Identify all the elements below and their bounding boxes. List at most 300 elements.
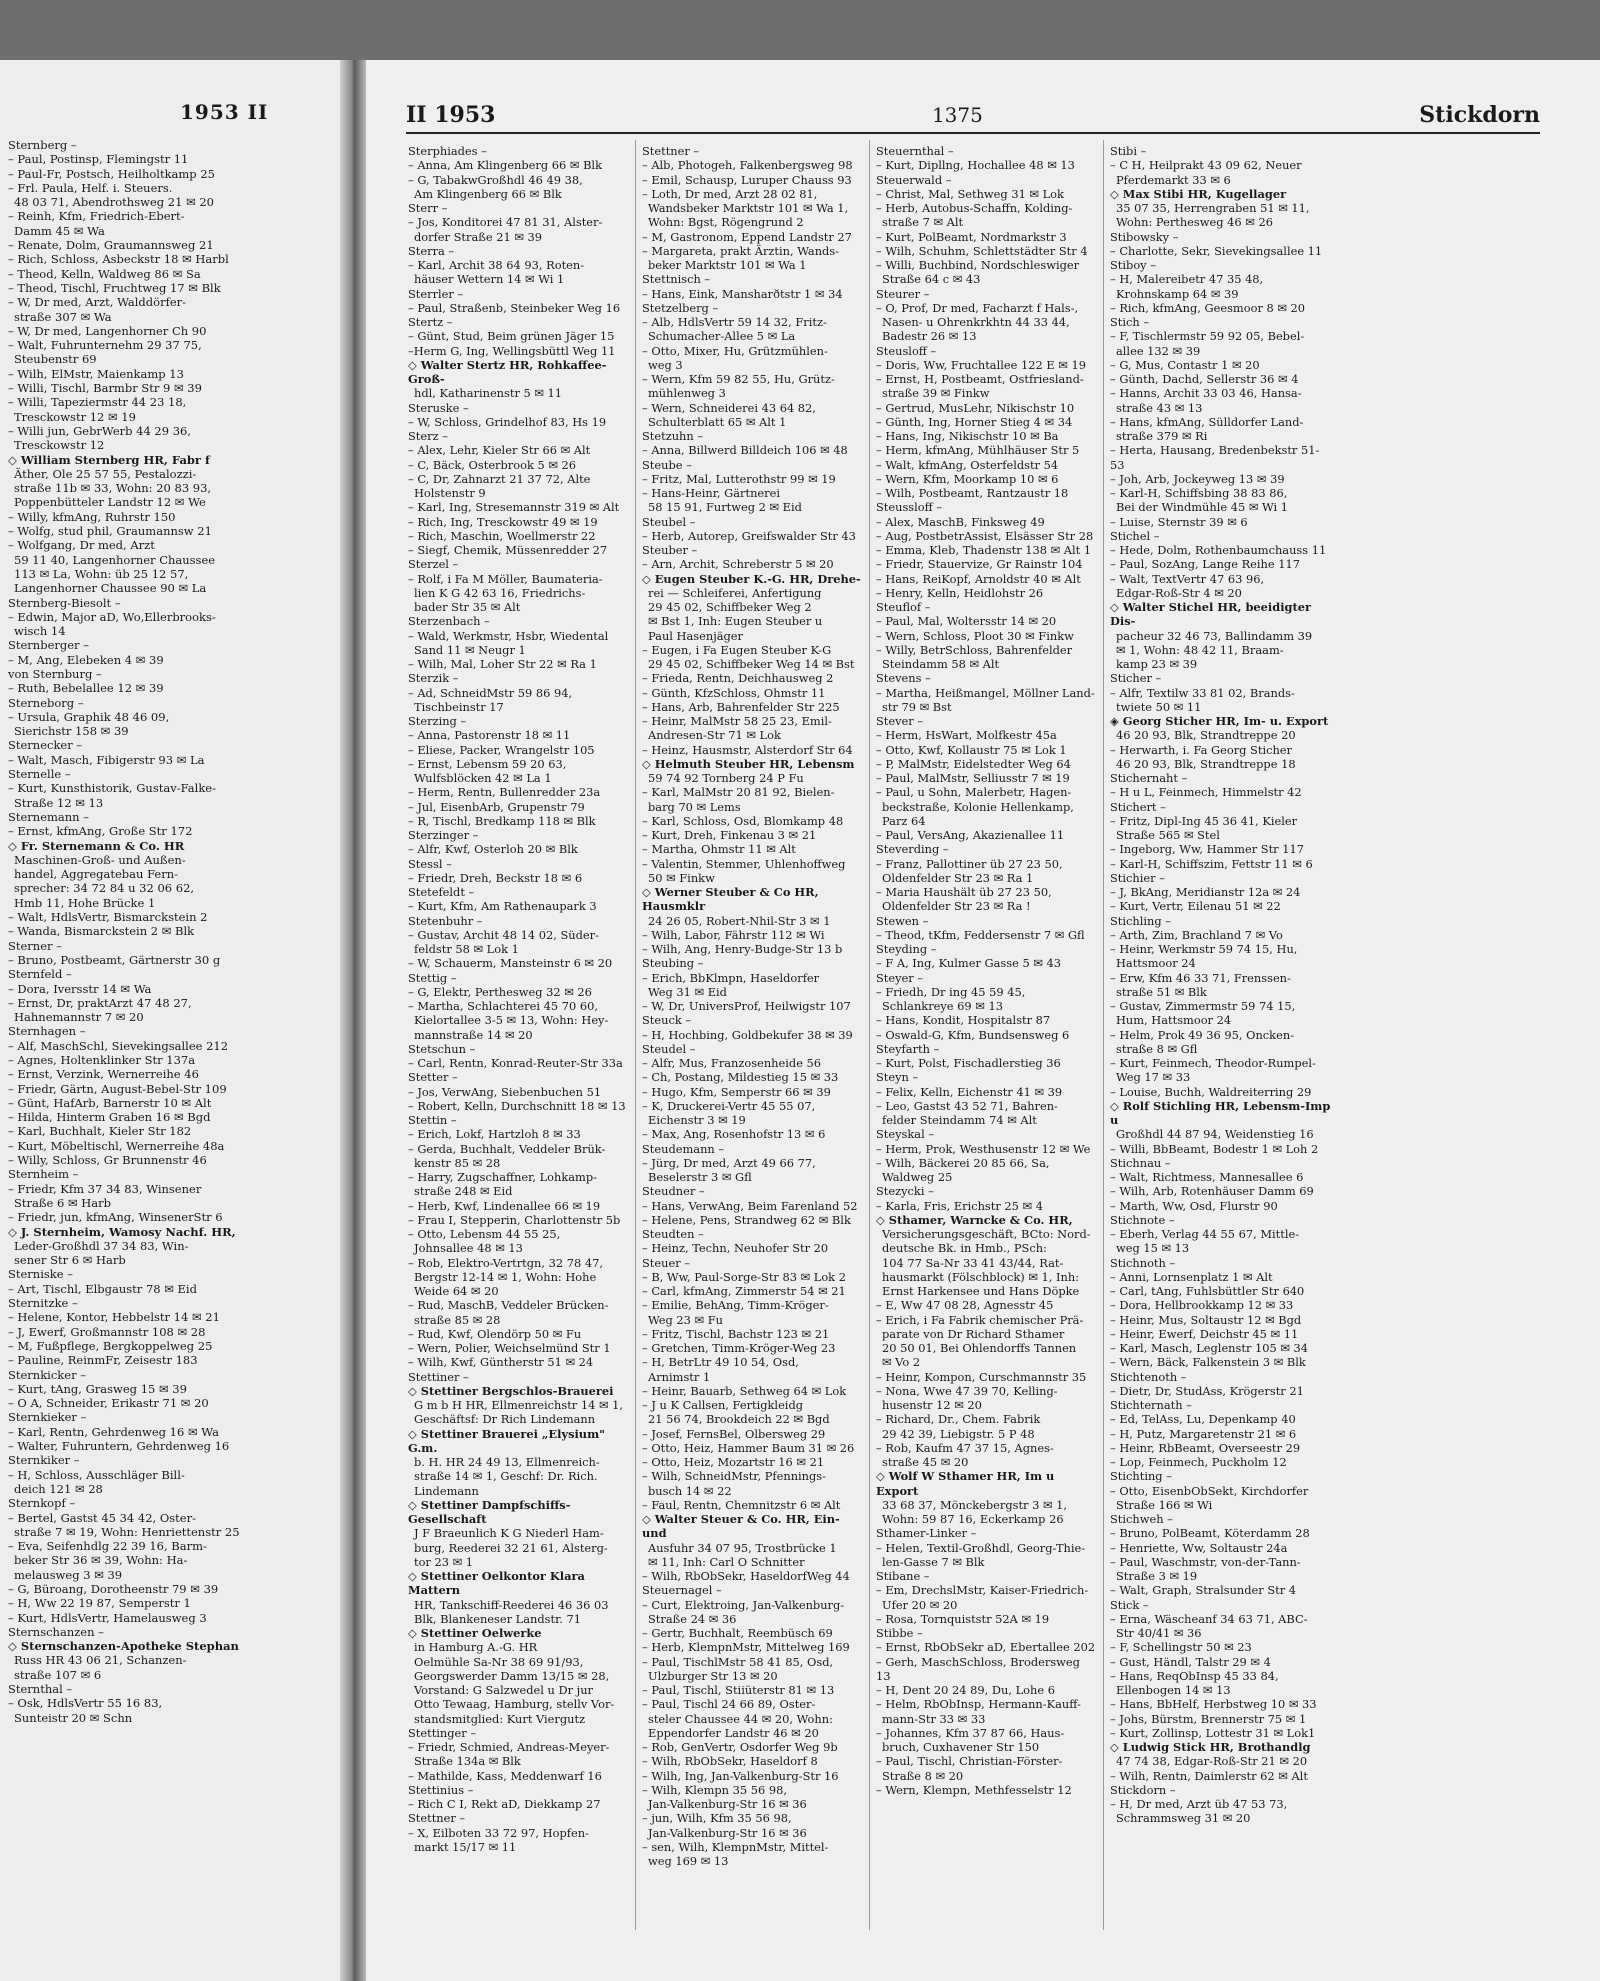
directory-entry: – Emma, Kleb, Thadenstr 138 ✉ Alt 1 — [876, 543, 1092, 557]
surname-heading: Steverding – — [876, 842, 949, 857]
directory-entry: – Friedr, Dreh, Beckstr 18 ✉ 6 — [408, 870, 583, 885]
entry-continuation: Straße 166 ✉ Wi — [1116, 1497, 1213, 1512]
directory-entry: – Ch, Postang, Mildestieg 15 ✉ 33 — [642, 1070, 839, 1085]
entry-continuation: straße 39 ✉ Finkw — [882, 386, 990, 401]
left-page-header: 1953 II — [180, 100, 269, 124]
directory-entry: – Alfr, Kwf, Osterloh 20 ✉ Blk — [408, 842, 578, 857]
directory-entry: – Hans, Kondit, Hospitalstr 87 — [876, 1013, 1051, 1028]
directory-entry: – H, Schloss, Ausschläger Bill- — [8, 1467, 185, 1482]
entry-continuation: straße 14 ✉ 1, Geschf: Dr. Rich. — [414, 1469, 598, 1484]
directory-entry: – Pauline, ReinmFr, Zeisestr 183 — [8, 1353, 198, 1368]
directory-entry: – Helen, Textil-Großhdl, Georg-Thie- — [876, 1540, 1086, 1555]
entry-continuation: Holstenstr 9 — [414, 486, 486, 500]
entry-continuation: barg 70 ✉ Lems — [648, 799, 741, 814]
directory-entry: – Walt, kfmAng, Osterfeldstr 54 — [876, 457, 1059, 472]
entry-continuation: straße 85 ✉ 28 — [414, 1312, 501, 1327]
surname-heading: Stettnisch – — [642, 272, 711, 287]
directory-entry: – Walt, HdlsVertr, Bismarckstein 2 — [8, 910, 208, 925]
directory-entry: – Herb, Kwf, Lindenallee 66 ✉ 19 — [408, 1198, 601, 1213]
directory-entry: – E, Ww 47 08 28, Agnesstr 45 — [876, 1298, 1054, 1313]
running-head-year: II 1953 — [406, 102, 496, 128]
surname-heading: Stetenbuhr – — [408, 913, 483, 928]
firm-entry: ◇ J. Sternheim, Wamosy Nachf. HR, — [8, 1224, 236, 1239]
directory-entry: – Johs, Bürstm, Brennerstr 75 ✉ 1 — [1110, 1711, 1307, 1726]
surname-heading: Sternberger – — [8, 638, 89, 653]
firm-entry: ◇ Stettiner Brauerei „Elysium" G.m. — [408, 1426, 606, 1455]
directory-entry: – Erw, Kfm 46 33 71, Frenssen- — [1110, 970, 1291, 985]
directory-entry: – Otto, Heiz, Hammer Baum 31 ✉ 26 — [642, 1440, 855, 1455]
surname-heading: Stickdorn – — [1110, 1782, 1176, 1797]
surname-heading: Sternemann – — [8, 809, 89, 824]
entry-continuation: 21 56 74, Brookdeich 22 ✉ Bgd — [648, 1412, 830, 1427]
firm-entry: ◇ Stettiner Oelwerke — [408, 1626, 542, 1640]
entry-continuation: str 79 ✉ Bst — [882, 699, 952, 714]
directory-entry: – Henriette, Ww, Soltaustr 24a — [1110, 1540, 1288, 1555]
entry-continuation: kenstr 85 ✉ 28 — [414, 1155, 501, 1170]
directory-entry: – Ernst, Dr, praktArzt 47 48 27, — [8, 995, 192, 1010]
directory-entry: – Martha, Schlachterei 45 70 60, — [408, 999, 598, 1013]
directory-entry: – Kurt, Kfm, Am Rathenaupark 3 — [408, 899, 597, 914]
entry-continuation: Am Klingenberg 66 ✉ Blk — [414, 186, 562, 201]
directory-entry: – Doris, Ww, Fruchtallee 122 E ✉ 19 — [876, 357, 1086, 372]
directory-entry: – Herwarth, i. Fa Georg Sticher — [1110, 742, 1292, 757]
directory-entry: – Bruno, PolBeamt, Köterdamm 28 — [1110, 1526, 1310, 1541]
entry-continuation: Edgar-Roß-Str 4 ✉ 20 — [1116, 585, 1242, 600]
entry-continuation: Straße 24 ✉ 36 — [648, 1611, 737, 1626]
entry-continuation: J F Braeunlich K G Niederl Ham- — [414, 1526, 604, 1541]
directory-entry: – M, Ang, Elebeken 4 ✉ 39 — [8, 652, 164, 667]
directory-entry: – X, Eilboten 33 72 97, Hopfen- — [408, 1825, 589, 1840]
directory-entry: – Gustav, Zimmermstr 59 74 15, — [1110, 999, 1296, 1013]
book-gutter — [340, 60, 366, 1981]
surname-heading: Stettiner – — [408, 1369, 469, 1384]
directory-entry: – Paul, VersAng, Akazienallee 11 — [876, 828, 1065, 842]
firm-entry: ◇ Stettiner Oelkontor Klara Mattern — [408, 1569, 585, 1598]
directory-entry: – Alb, HdlsVertr 59 14 32, Fritz- — [642, 315, 827, 329]
surname-heading: Steyn – — [876, 1070, 919, 1085]
entry-continuation: G m b H HR, Ellmenreichstr 14 ✉ 1, — [414, 1398, 624, 1412]
directory-entry: – Joh, Arb, Jockeyweg 13 ✉ 39 — [1110, 471, 1285, 486]
directory-entry: – Jos, VerwAng, Siebenbuchen 51 — [408, 1084, 602, 1099]
entry-continuation: weg 15 ✉ 13 — [1116, 1241, 1190, 1256]
directory-entry: – Mathilde, Kass, Meddenwarf 16 — [408, 1768, 602, 1783]
surname-heading: Steudemann – — [642, 1141, 725, 1156]
directory-entry: – Hans, Ing, Nikischstr 10 ✉ Ba — [876, 429, 1059, 443]
surname-heading: Stichert – — [1110, 799, 1166, 814]
surname-heading: Steuernthal – — [876, 144, 954, 158]
surname-heading: Sternkieker – — [8, 1410, 87, 1425]
firm-entry: ◈ Georg Sticher HR, Im- u. Export — [1110, 714, 1329, 728]
surname-heading: Stibi – — [1110, 144, 1147, 158]
directory-entry: – Friedr, Gärtn, August-Bebel-Str 109 — [8, 1081, 227, 1096]
directory-entry: – Eugen, i Fa Eugen Steuber K-G — [642, 642, 832, 657]
directory-entry: – Wilh, Bäckerei 20 85 66, Sa, — [876, 1155, 1050, 1170]
directory-entry: – Kurt, Dreh, Finkenau 3 ✉ 21 — [642, 828, 817, 842]
directory-entry: – Eberh, Verlag 44 55 67, Mittle- — [1110, 1227, 1300, 1241]
surname-heading: Stezycki – — [876, 1184, 934, 1199]
directory-entry: – R, Tischl, Bredkamp 118 ✉ Blk — [408, 813, 596, 828]
directory-entry: – Hans, Eink, Mansharðtstr 1 ✉ 34 — [642, 286, 843, 301]
directory-entry: – Gerda, Buchhalt, Veddeler Brük- — [408, 1141, 606, 1156]
entry-continuation: handel, Aggregatebau Fern- — [14, 867, 179, 882]
entry-continuation: HR, Tankschiff-Reederei 46 36 03 — [414, 1597, 609, 1612]
directory-entry: – Walter, Fuhruntern, Gehrdenweg 16 — [8, 1439, 230, 1454]
surname-heading: Steuber – — [642, 543, 698, 557]
directory-entry: – Osk, HdlsVertr 55 16 83, — [8, 1696, 163, 1711]
entry-continuation: Wulfsblöcken 42 ✉ La 1 — [414, 771, 552, 785]
directory-entry: – Ernst, kfmAng, Große Str 172 — [8, 824, 193, 839]
surname-heading: Stichternath – — [1110, 1398, 1192, 1412]
entry-continuation: sprecher: 34 72 84 u 32 06 62, — [14, 881, 195, 896]
entry-continuation: Ernst Harkensee und Hans Döpke — [882, 1284, 1080, 1298]
entry-continuation: Tresckowstr 12 — [14, 438, 105, 453]
entry-continuation: beker Str 36 ✉ 39, Wohn: Ha- — [14, 1553, 188, 1568]
directory-entry: – Kurt, tAng, Grasweg 15 ✉ 39 — [8, 1381, 187, 1396]
directory-entry: – Fritz, Mal, Lutterothstr 99 ✉ 19 — [642, 471, 836, 486]
entry-continuation: Damm 45 ✉ Wa — [14, 223, 105, 238]
directory-entry: – M, Fußpflege, Bergkoppelweg 25 — [8, 1338, 213, 1353]
entry-continuation: häuser Wettern 14 ✉ Wi 1 — [414, 272, 565, 287]
firm-entry: ◇ Sthamer, Warncke & Co. HR, — [876, 1212, 1073, 1227]
entry-continuation: Straße 8 ✉ 20 — [882, 1768, 964, 1783]
directory-entry: – Alfr, Textilw 33 81 02, Brands- — [1110, 685, 1295, 700]
directory-entry: – Heinr, Werkmstr 59 74 15, Hu, — [1110, 942, 1298, 956]
entry-continuation: ✉ Vo 2 — [882, 1355, 921, 1370]
entry-continuation: straße 43 ✉ 13 — [1116, 400, 1203, 415]
entry-continuation: Lindemann — [414, 1483, 479, 1498]
directory-entry: – Ernst, H, Postbeamt, Ostfriesland- — [876, 372, 1084, 386]
directory-entry: – Martha, Heißmangel, Möllner Land- — [876, 685, 1095, 700]
entry-continuation: ✉ 11, Inh: Carl O Schnitter — [648, 1554, 805, 1569]
directory-entry: – Anna, Am Klingenberg 66 ✉ Blk — [408, 158, 602, 173]
surname-heading: Stichnau – — [1110, 1155, 1171, 1170]
directory-entry: – Bruno, Postbeamt, Gärtnerstr 30 g — [8, 952, 221, 967]
directory-entry: – Walt, Richtmess, Mannesallee 6 — [1110, 1170, 1304, 1184]
directory-entry: – Hilda, Hinterm Graben 16 ✉ Bgd — [8, 1110, 211, 1125]
directory-entry: – Gust, Händl, Talstr 29 ✉ 4 — [1110, 1654, 1271, 1669]
surname-heading: Stetzuhn – — [642, 429, 704, 443]
surname-heading: Sterzel – — [408, 557, 459, 572]
directory-page — [366, 60, 1600, 1981]
directory-entry: – Paul, MalMstr, Selliusstr 7 ✉ 19 — [876, 771, 1070, 785]
surname-heading: Sterzik – — [408, 671, 459, 686]
directory-entry: – Art, Tischl, Elbgaustr 78 ✉ Eid — [8, 1281, 197, 1296]
directory-entry: – Wern, Bäck, Falkenstein 3 ✉ Blk — [1110, 1355, 1306, 1370]
directory-entry: – Anna, Pastorenstr 18 ✉ 11 — [408, 728, 571, 743]
directory-entry: – Willi jun, GebrWerb 44 29 36, — [8, 423, 192, 438]
directory-entry: – Gustav, Archit 48 14 02, Süder- — [408, 927, 599, 942]
directory-entry: – G, TabakwGroßhdl 46 49 38, — [408, 172, 583, 187]
surname-heading: Stichtenoth – — [1110, 1369, 1187, 1384]
entry-continuation: b. H. HR 24 49 13, Ellmenreich- — [414, 1455, 600, 1469]
directory-entry: – Hans, ReiKopf, Arnoldstr 40 ✉ Alt — [876, 571, 1081, 586]
directory-entry: – Renate, Dolm, Graumannsweg 21 — [8, 238, 214, 253]
directory-entry: – Agnes, Holtenklinker Str 137a — [8, 1053, 196, 1067]
directory-entry: – Paul-Fr, Postsch, Heilholtkamp 25 — [8, 166, 215, 181]
directory-entry: – Erna, Wäscheanf 34 63 71, ABC- — [1110, 1611, 1308, 1626]
directory-entry: – Paul, Waschmstr, von-der-Tann- — [1110, 1554, 1301, 1569]
directory-entry: – Paul, SozAng, Lange Reihe 117 — [1110, 557, 1300, 572]
directory-entry: – Loth, Dr med, Arzt 28 02 81, — [642, 186, 818, 201]
directory-entry: – Gretchen, Timm-Kröger-Weg 23 — [642, 1341, 836, 1355]
surname-heading: Stichting – — [1110, 1469, 1172, 1484]
firm-entry: ◇ Stettiner Dampfschiffs-Gesellschaft — [408, 1497, 571, 1526]
directory-entry: – Herb, Autobus-Schaffn, Kolding- — [876, 201, 1073, 215]
directory-entry: – Wern, Klempn, Methfesselstr 12 — [876, 1782, 1072, 1797]
directory-entry: – W, Schauerm, Mansteinstr 6 ✉ 20 — [408, 956, 613, 971]
directory-entry: – Otto, Lebensm 44 55 25, — [408, 1227, 561, 1241]
entry-continuation: standsmitglied: Kurt Viergutz — [414, 1711, 586, 1726]
directory-entry: – Kurt, Möbeltischl, Wernerreihe 48a — [8, 1138, 225, 1153]
entry-continuation: in Hamburg A.-G. HR — [414, 1640, 538, 1655]
directory-entry: – Rob, Kaufm 47 37 15, Agnes- — [876, 1440, 1054, 1455]
surname-heading: Stiboy – — [1110, 258, 1156, 272]
directory-entry: – Hans, ReqObInsp 45 33 84, — [1110, 1668, 1279, 1683]
directory-entry: – Günth, Ing, Horner Stieg 4 ✉ 34 — [876, 414, 1073, 429]
directory-entry: – Luise, Sternstr 39 ✉ 6 — [1110, 514, 1248, 529]
surname-heading: Sterrler – — [408, 286, 464, 301]
firm-entry: ◇ Sternschanzen-Apotheke Stephan — [8, 1639, 239, 1654]
surname-heading: Steuernagel – — [642, 1583, 722, 1598]
directory-entry: – Arth, Zim, Brachland 7 ✉ Vo — [1110, 927, 1283, 942]
entry-continuation: 47 74 38, Edgar-Roß-Str 21 ✉ 20 — [1116, 1754, 1308, 1769]
directory-entry: – Hanns, Archit 33 03 46, Hansa- — [1110, 386, 1302, 401]
firm-entry: ◇ Wolf W Sthamer HR, Im u Export — [876, 1469, 1055, 1498]
entry-continuation: 46 20 93, Blk, Strandtreppe 18 — [1116, 756, 1296, 771]
directory-entry: – Margareta, prakt Ärztin, Wands- — [642, 243, 840, 258]
directory-entry: – F, Schellingstr 50 ✉ 23 — [1110, 1640, 1252, 1655]
entry-continuation: Äther, Ole 25 57 55, Pestalozzi- — [14, 466, 197, 481]
surname-heading: Sticher – — [1110, 671, 1162, 686]
surname-heading: Sternberg – — [8, 138, 77, 152]
surname-heading: Stichweh – — [1110, 1512, 1173, 1526]
entry-continuation: Poppenbütteler Landstr 12 ✉ We — [14, 495, 206, 510]
directory-entry: – Kurt, Vertr, Eilenau 51 ✉ 22 — [1110, 899, 1281, 914]
entry-continuation: Langenhorner Chaussee 90 ✉ La — [14, 581, 207, 596]
entry-continuation: Paul Hasenjäger — [648, 628, 743, 643]
entry-continuation: hausmarkt (Fölschblock) ✉ 1, Inh: — [882, 1269, 1080, 1284]
entry-continuation: Leder-Großhdl 37 34 83, Win- — [14, 1238, 189, 1253]
surname-heading: Sterner – — [8, 938, 62, 953]
directory-entry: – Frieda, Rentn, Deichhausweg 2 — [642, 671, 834, 686]
directory-entry: – Wilh, Rentn, Daimlerstr 62 ✉ Alt — [1110, 1768, 1308, 1783]
directory-entry: – Friedr, Kfm 37 34 83, Winsener — [8, 1181, 202, 1196]
directory-entry: – Herm, HsWart, Molfkestr 45a — [876, 728, 1057, 743]
entry-continuation: Sunteistr 20 ✉ Schn — [14, 1710, 133, 1725]
firm-entry: ◇ Eugen Steuber K.-G. HR, Drehe- — [642, 571, 861, 586]
directory-entry: – Edwin, Major aD, Wo,Ellerbrooks- — [8, 609, 216, 624]
directory-entry: – Anni, Lornsenplatz 1 ✉ Alt — [1110, 1269, 1273, 1284]
directory-entry: – Günt, Stud, Beim grünen Jäger 15 — [408, 329, 615, 344]
directory-entry: – Valentin, Stemmer, Uhlenhoffweg — [642, 856, 846, 871]
directory-entry: – Karl, Rentn, Gehrdenweg 16 ✉ Wa — [8, 1424, 219, 1439]
entry-continuation: Steubenstr 69 — [14, 352, 97, 367]
surname-heading: Stever – — [876, 714, 924, 728]
surname-heading: Stetter – — [408, 1070, 458, 1085]
directory-entry: – Karl, Masch, Leglenstr 105 ✉ 34 — [1110, 1341, 1309, 1355]
surname-heading: Stettinger – — [408, 1725, 477, 1740]
entry-continuation: mannstraße 14 ✉ 20 — [414, 1027, 533, 1042]
entry-continuation: Schlankreye 69 ✉ 13 — [882, 999, 1003, 1013]
surname-heading: Stichnote – — [1110, 1212, 1175, 1227]
directory-entry: – Wilh, RbObSekr, HaseldorfWeg 44 — [642, 1569, 850, 1583]
directory-entry: – Paul, Postinsp, Flemingstr 11 — [8, 152, 189, 167]
entry-continuation: Hum, Hattsmoor 24 — [1116, 1013, 1232, 1028]
entry-continuation: Tischbeinstr 17 — [414, 699, 504, 714]
entry-continuation: straße 7 ✉ 19, Wohn: Henriettenstr 25 — [14, 1524, 240, 1539]
entry-continuation: Oldenfelder Str 23 ✉ Ra ! — [882, 899, 1031, 914]
entry-continuation: felder Steindamm 74 ✉ Alt — [882, 1113, 1037, 1127]
entry-continuation: Eppendorfer Landstr 46 ✉ 20 — [648, 1725, 819, 1740]
directory-entry: – Kurt, Kunsthistorik, Gustav-Falke- — [8, 781, 216, 796]
entry-continuation: Wandsbeker Marktstr 101 ✉ Wa 1, — [648, 201, 849, 215]
entry-continuation: Weide 64 ✉ 20 — [414, 1284, 499, 1298]
surname-heading: Steube – — [642, 457, 692, 472]
directory-entry: – Wilh, Schuhm, Schlettstädter Str 4 — [876, 243, 1088, 258]
directory-entry: – J u K Callsen, Fertigkleidg — [642, 1398, 804, 1412]
directory-entry: – Walt, TextVertr 47 63 96, — [1110, 571, 1265, 586]
surname-heading: Steurer – — [876, 286, 930, 301]
directory-entry: – Nona, Wwe 47 39 70, Kelling- — [876, 1383, 1058, 1398]
directory-entry: – H, Putz, Margaretenstr 21 ✉ 6 — [1110, 1426, 1297, 1441]
directory-entry: – Hugo, Kfm, Semperstr 66 ✉ 39 — [642, 1084, 831, 1099]
directory-entry: – Heinr, Kompon, Curschmannstr 35 — [876, 1369, 1087, 1384]
directory-entry: – H u L, Feinmech, Himmelstr 42 — [1110, 785, 1302, 800]
directory-entry: – C, Bäck, Osterbrook 5 ✉ 26 — [408, 457, 577, 472]
entry-continuation: deutsche Bk. in Hmb., PSch: — [882, 1241, 1047, 1256]
directory-entry: – Günth, KfzSchloss, Ohmstr 11 — [642, 685, 826, 700]
directory-entry: – Karl-H, Schiffszim, Fettstr 11 ✉ 6 — [1110, 856, 1313, 871]
surname-heading: Stichernaht – — [1110, 771, 1188, 785]
surname-heading: Steudner – — [642, 1184, 705, 1199]
directory-entry: – Walt, Graph, Stralsunder Str 4 — [1110, 1583, 1297, 1598]
directory-entry: – Paul, Straßenb, Steinbeker Weg 16 — [408, 300, 621, 315]
directory-entry: – Ernst, Lebensm 59 20 63, — [408, 756, 567, 771]
directory-entry: – Paul, u Sohn, Malerbetr, Hagen- — [876, 785, 1072, 800]
column-2 — [636, 140, 870, 1930]
surname-heading: Stessl – — [408, 856, 452, 871]
directory-entry: – Herb, Autorep, Greifswalder Str 43 — [642, 528, 856, 543]
directory-entry: – Alb, Photogeh, Falkenbergsweg 98 — [642, 158, 853, 173]
surname-heading: Stevens – — [876, 671, 931, 686]
directory-entry: – Rud, Kwf, Olendörp 50 ✉ Fu — [408, 1326, 582, 1341]
surname-heading: von Sternburg – — [8, 666, 102, 681]
surname-heading: Stichier – — [1110, 870, 1165, 885]
directory-entry: – P, MalMstr, Eidelstedter Weg 64 — [876, 756, 1071, 771]
directory-entry: – Emil, Schausp, Luruper Chauss 93 — [642, 172, 852, 187]
directory-entry: – Wolfgang, Dr med, Arzt — [8, 538, 155, 553]
directory-entry: – Otto, Kwf, Kollaustr 75 ✉ Lok 1 — [876, 742, 1067, 757]
entry-continuation: mühlenweg 3 — [648, 386, 726, 401]
entry-continuation: straße 107 ✉ 6 — [14, 1667, 102, 1682]
directory-entry: – Helm, Prok 49 36 95, Oncken- — [1110, 1027, 1295, 1042]
directory-entry: – Hede, Dolm, Rothenbaumchauss 11 — [1110, 543, 1327, 557]
directory-entry: – H, Dr med, Arzt üb 47 53 73, — [1110, 1797, 1288, 1811]
directory-entry: – Frau I, Stepperin, Charlottenstr 5b — [408, 1212, 621, 1227]
directory-entry: – O A, Schneider, Erikastr 71 ✉ 20 — [8, 1396, 209, 1411]
directory-entry: – Curt, Elektroing, Jan-Valkenburg- — [642, 1597, 845, 1612]
directory-entry: – Karl, Buchhalt, Kieler Str 182 — [8, 1124, 192, 1139]
directory-entry: – C, Dr, Zahnarzt 21 37 72, Alte — [408, 471, 591, 486]
entry-continuation: Schulterblatt 65 ✉ Alt 1 — [648, 414, 787, 429]
directory-entry: – Rich C I, Rekt aD, Diekkamp 27 — [408, 1797, 601, 1811]
entry-continuation: Ufer 20 ✉ 20 — [882, 1597, 958, 1612]
surname-heading: Sterz – — [408, 429, 448, 443]
left-page-fragment — [0, 60, 340, 1981]
entry-continuation: wisch 14 — [14, 624, 66, 639]
directory-entry: – G, Mus, Contastr 1 ✉ 20 — [1110, 357, 1260, 372]
directory-entry: – Herb, KlempnMstr, Mittelweg 169 — [642, 1640, 850, 1655]
directory-entry: – Günt, HafArb, Barnerstr 10 ✉ Alt — [8, 1095, 212, 1110]
directory-entry: – H, Malereibetr 47 35 48, — [1110, 272, 1264, 287]
directory-entry: – Heinr, MalMstr 58 25 23, Emil- — [642, 714, 832, 728]
directory-entry: – Herta, Hausang, Bredenbekstr 51-53 — [1110, 443, 1320, 472]
directory-entry: – Eva, Seifenhdlg 22 39 16, Barm- — [8, 1539, 207, 1554]
entry-continuation: Weg 31 ✉ Eid — [648, 984, 727, 999]
entry-continuation: parate von Dr Richard Sthamer — [882, 1326, 1065, 1341]
directory-entry: – Rich, Schloss, Asbeckstr 18 ✉ Harbl — [8, 252, 229, 267]
directory-entry: – Wilh, Kwf, Güntherstr 51 ✉ 24 — [408, 1355, 594, 1370]
entry-continuation: Weg 23 ✉ Fu — [648, 1312, 723, 1327]
entry-continuation: Weg 17 ✉ 33 — [1116, 1070, 1191, 1085]
surname-heading: Steudten – — [642, 1227, 704, 1241]
surname-heading: Sterniske – — [8, 1267, 73, 1282]
directory-entry: – Kurt, Feinmech, Theodor-Rumpel- — [1110, 1056, 1316, 1070]
directory-entry: – O, Prof, Dr med, Facharzt f Hals-, — [876, 300, 1079, 315]
entry-continuation: Geschäftsf: Dr Rich Lindemann — [414, 1412, 596, 1427]
directory-entry: – Fritz, Dipl-Ing 45 36 41, Kieler — [1110, 813, 1298, 828]
surname-heading: Stertz – — [408, 315, 453, 329]
directory-entry: – B, Ww, Paul-Sorge-Str 83 ✉ Lok 2 — [642, 1269, 846, 1284]
directory-entry: – Johannes, Kfm 37 87 66, Haus- — [876, 1725, 1065, 1740]
directory-entry: – Karl, Schloss, Osd, Blomkamp 48 — [642, 813, 844, 828]
firm-entry: ◇ Ludwig Stick HR, Brothandlg — [1110, 1740, 1311, 1754]
directory-entry: – Carl, kfmAng, Zimmerstr 54 ✉ 21 — [642, 1284, 846, 1298]
surname-heading: Stichnoth – — [1110, 1255, 1176, 1270]
directory-entry: – Walt, Fuhrunternehm 29 37 75, — [8, 338, 202, 353]
column-1 — [402, 140, 636, 1930]
surname-heading: Stettner – — [642, 144, 700, 158]
entry-continuation: 46 20 93, Blk, Strandtreppe 20 — [1116, 728, 1296, 743]
surname-heading: Stettig – — [408, 970, 457, 985]
entry-continuation: Arnimstr 1 — [648, 1369, 711, 1384]
entry-continuation: Tresckowstr 12 ✉ 19 — [14, 409, 136, 424]
directory-columns — [402, 140, 1572, 1930]
surname-heading: Stichel – — [1110, 528, 1160, 543]
directory-entry: – jun, Wilh, Kfm 35 56 98, — [642, 1811, 792, 1826]
surname-heading: Steuerwald – — [876, 172, 952, 187]
directory-entry: – H, BetrLtr 49 10 54, Osd, — [642, 1355, 799, 1370]
entry-continuation: allee 132 ✉ 39 — [1116, 343, 1201, 358]
directory-entry: – Ed, TelAss, Lu, Depenkamp 40 — [1110, 1412, 1296, 1427]
entry-continuation: Straße 134a ✉ Blk — [414, 1754, 521, 1769]
directory-entry: – Richard, Dr., Chem. Fabrik — [876, 1412, 1041, 1427]
directory-entry: – C H, Heilprakt 43 09 62, Neuer — [1110, 158, 1302, 173]
surname-heading: Steuflof – — [876, 600, 931, 614]
directory-entry: – Ursula, Graphik 48 46 09, — [8, 709, 170, 724]
entry-continuation: markt 15/17 ✉ 11 — [414, 1839, 517, 1854]
entry-continuation: Straße 3 ✉ 19 — [1116, 1569, 1198, 1583]
entry-continuation: len-Gasse 7 ✉ Blk — [882, 1554, 985, 1569]
entry-continuation: Straße 64 c ✉ 43 — [882, 272, 981, 287]
directory-entry: – Anna, Billwerd Billdeich 106 ✉ 48 — [642, 443, 848, 458]
directory-entry: – Karl, Ing, Stresemannstr 319 ✉ Alt — [408, 500, 620, 515]
directory-entry: – Wern, Schloss, Ploot 30 ✉ Finkw — [876, 628, 1074, 643]
directory-entry: – Friedr, Schmied, Andreas-Meyer- — [408, 1740, 610, 1754]
directory-entry: – Theod, tKfm, Feddersenstr 7 ✉ Gfl — [876, 927, 1085, 942]
surname-heading: Sterra – — [408, 243, 455, 258]
entry-continuation: 58 15 91, Furtweg 2 ✉ Eid — [648, 500, 802, 515]
